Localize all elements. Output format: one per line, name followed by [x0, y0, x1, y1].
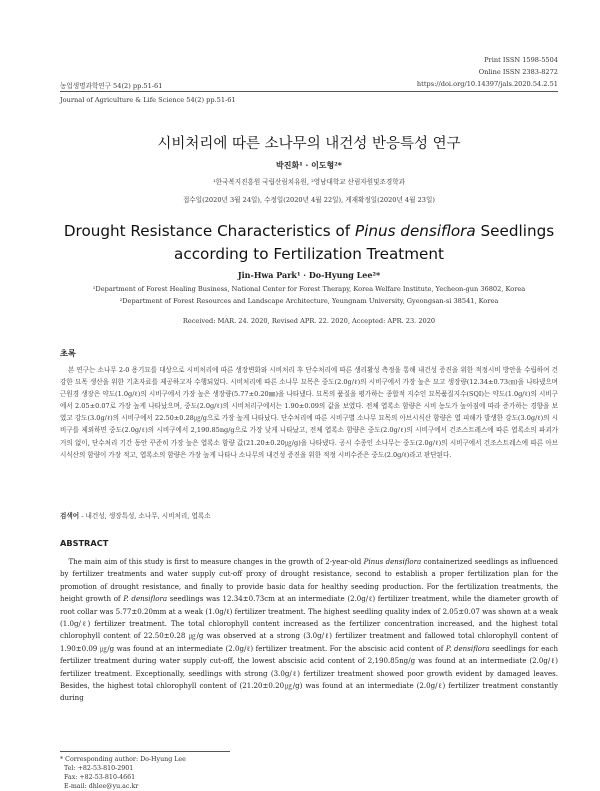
footnote-corresponding: * Corresponding author: Do-Hyung Lee [60, 756, 186, 763]
keywords-label: 검색어 [60, 512, 80, 520]
authors-en: Jin-Hwa Park¹ · Do-Hyung Lee²* [237, 270, 381, 280]
keywords-list: - 내건성, 생장특성, 소나무, 시비처리, 엽록소 [79, 512, 211, 520]
journal-en: Journal of Agriculture & Life Science 54(2) pp.51-61 [60, 96, 236, 104]
title-en [60, 220, 558, 266]
title-en-part3: according to Fertilization Treatment [174, 245, 444, 263]
dates-ko: 접수일(2020년 3월 24일), 수정일(2020년 4월 22일), 게재확정일(2020년 4월 23일) [183, 196, 435, 204]
abstract-en: The main aim of this study is first to measure changes in the growth of 2-year-old Pinus densiflora containerized seedlings as influenced by fertilizer treatments and water supply cut-off proxy of drought resistance, second to establish a proper fertilization plan for the promotion of drought resistance, and finally to provide basic data for healthy seeding production. For the fertilization treatments, the height growth of P. densiflora seedlings was 12.34±0.73cm at an intermediate (2.0g/ℓ) fertilizer treatment, while the diameter growth of root collar was 5.77±0.20mm at a weak (1.0g/ℓ) fertilizer treatment. The highest seedling quality index of 2.05±0.07 was shown at a weak (1.0g/ℓ) fertilizer treatment. The total chlorophyll content increased as the fertilizer concentration increased, and the highest total chlorophyll content of 22.50±0.28 ㎍/g was observed at a strong (3.0g/ℓ) fertilizer treatment and fallowed total chlorophyll content of 1.90±0.09 ㎍/g was found at an intermediate (2.0g/ℓ) fertilizer treatment. For the abscisic acid content of P. densiflora seedlings for each fertilizer treatment during water supply cut-off, the lowest abscisic acid content of 2,190.85ng/g was found at an intermediate (2.0g/ℓ) fertilizer treatment. Exceptionally, seedlings with strong (3.0g/ℓ) fertilizer treatment showed poor growth evident by damaged leaves. Besides, the highest total chlorophyll content of (21.20±0.20㎍/g) was found at an intermediate (2.0g/ℓ) fertilizer treatment constantly during [60, 557, 559, 703]
doi-link[interactable]: https://doi.org/10.14397/jals.2020.54.2.51 [416, 80, 558, 88]
footnote-rule [60, 751, 230, 752]
header-rule [60, 91, 558, 92]
title-en-species: Pinus densiflora [354, 222, 476, 240]
affiliations-ko: ¹한국복지진흥원 국립산림치유원, ²영남대학교 산림자원및조경학과 [212, 178, 406, 186]
dates-en: Received: MAR. 24. 2020, Revised APR. 22. 2020, Accepted: APR. 23. 2020 [182, 317, 436, 325]
affiliation-en-1: ¹Department of Forest Healing Business, National Center for Forest Therapy, Korea Welfare Institute, Yecheon-gun 36802, Korea [92, 285, 526, 293]
abstract-en-heading: ABSTRACT [60, 538, 109, 548]
title-en-part1: Drought Resistance Characteristics of [63, 222, 355, 240]
keywords [60, 510, 558, 520]
online-issn: Online ISSN 2383-8272 [478, 68, 558, 76]
title-ko: 시비처리에 따른 소나무의 내건성 반응특성 연구 [157, 136, 461, 152]
footnote-email[interactable]: E-mail: dhlee@yu.ac.kr [64, 783, 139, 790]
abstract-ko: 본 연구는 소나무 2-0 용기묘를 대상으로 시비처리에 따른 생장변화와 시비처리 후 단수처리에 따른 생리활성 측정을 통해 내건성 증진을 위한 적정시비 방안을 수립하여 건강한 묘목 생산을 위한 기초자료를 제공하고자 수행되었다. 시비처리에 따른 소나무 묘목은 중도(2.0g/ℓ)의 시비구에서 가장 높은 묘고 생장량(12.34±0.73㎝)을 나타냈으며 근원경 생장은 약도(1.0g/ℓ)의 시비구에서 가장 높은 생장량(5.77±0.20㎜)을 나타냈다. 묘목의 품질을 평가하는 종합적 지수인 묘목품질지수(SQI)는 약도(1.0g/ℓ)의 시비구에서 2.05±0.07로 가장 높게 나타났으며, 중도(2.0g/ℓ)의 시비처리구에서는 1.90±0.09의 값을 보였다. 전체 엽록소 함량은 시비 농도가 높아짐에 따라 증가하는 경향을 보였고 강도(3.0g/ℓ)의 시비구에서 22.50±0.28㎍/g으로 가장 높게 나타났다. 단수처리에 따른 시비구별 소나무 묘목의 아브시식산 함량은 엽 피해가 발생한 강도(3.0g/ℓ)의 시비구를 제외하면 중도(2.0g/ℓ)의 시비구에서 2,190.85ng/g으로 가장 낮게 나타났고, 전체 엽록소 함량은 중도(2.0g/ℓ)의 시비구에서 건조스트레스에 따른 엽록소의 파괴가 거의 없이, 단수처리 기간 동안 꾸준히 가장 높은 엽록소 함량 값(21.20±0.20㎍/g)을 나타냈다. 공시 수종인 소나무는 중도(2.0g/ℓ)의 시비구에서 건조스트레스에 따른 아브시식산의 함량이 가장 적고, 엽록소의 함량은 가장 높게 나타나 소나무의 내건성 증진을 위한 적정 시비수준은 중도(2.0g/ℓ)라고 판단된다. [60, 366, 558, 459]
footnote-fax: Fax: +82-53-810-4661 [64, 774, 136, 781]
affiliation-en-2: ²Department of Forest Resources and Landscape Architecture, Yeungnam University, Gyeongsan-si 38541, Korea [119, 297, 499, 305]
abstract-ko-heading: 초록 [60, 348, 76, 358]
title-en-part2: Seedlings [475, 222, 555, 240]
authors-ko: 박진화¹ · 이도형²* [276, 160, 342, 170]
footnote-tel: Tel: +82-53-810-2901 [64, 765, 134, 772]
print-issn: Print ISSN 1598-5504 [484, 56, 558, 64]
journal-ko: 농업생명과학연구 54(2) pp.51-61 [60, 82, 163, 90]
